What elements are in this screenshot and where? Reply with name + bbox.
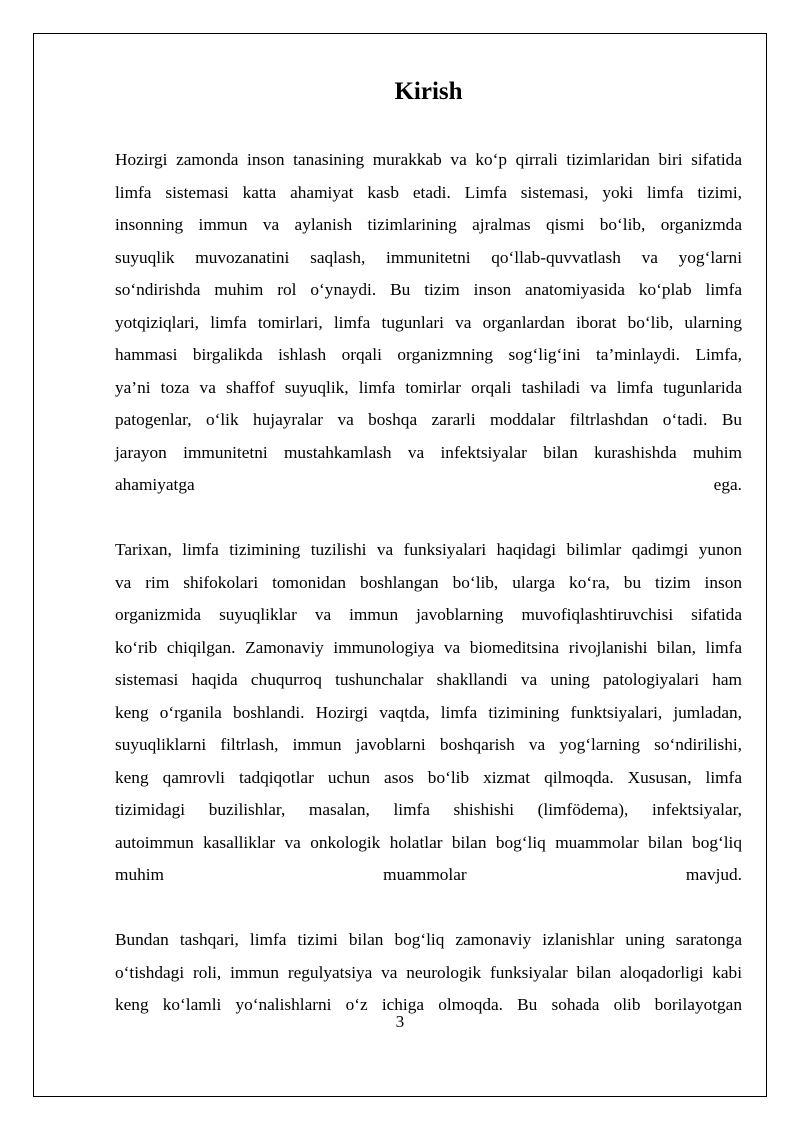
text-line: autoimmun kasalliklar va onkologik holatlar bilan bog‘liq muammolar bilan bog‘liq [115,832,742,852]
text-line: o‘tishdagi roli, immun regulyatsiya va neurologik funksiyalar bilan aloqadorligi kabi [115,962,742,982]
paragraph [115,924,742,1022]
page-title: Kirish [394,78,463,105]
text-line: Hozirgi zamonda inson tanasining murakkab va ko‘p qirrali tizimlaridan biri sifatida [115,150,742,169]
text-line: insonning immun va aylanish tizimlarining ajralmas qismi bo‘lib, organizmda [115,215,742,234]
text-line: ya’ni toza va shaffof suyuqlik, limfa tomirlar orqali tashiladi va limfa tugunlarida [115,377,742,397]
text-line: muhim muammolar mavjud. [115,865,742,884]
text-line: suyuqlik muvozanatini saqlash, immunitetni qo‘llab-quvvatlash va yog‘larni [115,247,742,267]
text-line: ahamiyatga ega. [115,475,742,494]
paragraph-gap [115,892,742,925]
text-line: keng ko‘lamli yo‘nalishlarni o‘z ichiga olmoqda. Bu sohada olib borilayotgan [115,995,742,1014]
text-line: so‘ndirishda muhim rol o‘ynaydi. Bu tizim inson anatomiyasida ko‘plab limfa [115,280,742,299]
text-line: yotqiziqlari, limfa tomirlari, limfa tugunlari va organlardan iborat bo‘lib, ularning [115,312,742,332]
text-line: Tarixan, limfa tizimining tuzilishi va funksiyalari haqidagi bilimlar qadimgi yunon [115,540,742,559]
text-line: organizmida suyuqliklar va immun javoblarning muvofiqlashtiruvchisi sifatida [115,605,742,624]
paragraph [115,144,742,502]
text-line: patogenlar, o‘lik hujayralar va boshqa zararli moddalar filtrlashdan o‘tadi. Bu [115,410,742,429]
paragraph [115,534,742,892]
text-line: Bundan tashqari, limfa tizimi bilan bog‘liq zamonaviy izlanishlar uning saratonga [115,930,742,949]
paragraph-gap [115,502,742,535]
text-line: keng o‘rganila boshlandi. Hozirgi vaqtda, limfa tizimining funktsiyalari, jumladan, [115,702,742,722]
text-line: keng qamrovli tadqiqotlar uchun asos bo‘lib xizmat qilmoqda. Xususan, limfa [115,767,742,787]
text-line: suyuqliklarni filtrlash, immun javoblarni boshqarish va yog‘larning so‘ndirilishi, [115,735,742,754]
text-line: hammasi birgalikda ishlash orqali organizmning sog‘lig‘ini ta’minlaydi. Limfa, [115,345,742,364]
document-body [115,144,742,1022]
text-line: ko‘rib chiqilgan. Zamonaviy immunologiya va biomeditsina rivojlanishi bilan, limfa [115,637,742,657]
page-number: 3 [395,1012,405,1031]
text-line: sistemasi haqida chuqurroq tushunchalar shakllandi va uning patologiyalari ham [115,670,742,689]
text-line: tizimidagi buzilishlar, masalan, limfa shishishi (limfödema), infektsiyalar, [115,800,742,819]
text-line: jarayon immunitetni mustahkamlash va infektsiyalar bilan kurashishda muhim [115,442,742,462]
text-line: va rim shifokolari tomonidan boshlangan bo‘lib, ularga ko‘ra, bu tizim inson [115,572,742,592]
text-line: limfa sistemasi katta ahamiyat kasb etadi. Limfa sistemasi, yoki limfa tizimi, [115,182,742,202]
